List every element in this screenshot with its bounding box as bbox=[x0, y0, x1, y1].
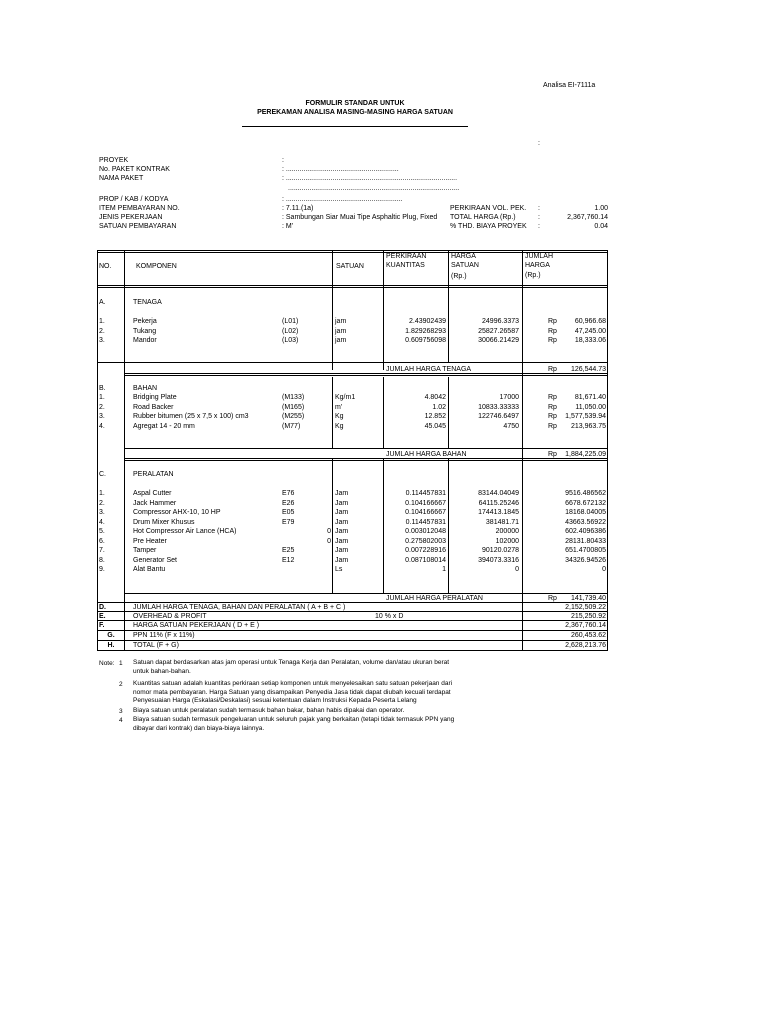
total-colon: : bbox=[538, 214, 540, 221]
row-component: Drum Mixer Khusus bbox=[133, 518, 195, 526]
tenaga-sum-bottom-2 bbox=[124, 375, 608, 376]
col-header-harga-1: HARGA bbox=[451, 253, 476, 260]
row-unit: jam bbox=[335, 327, 347, 335]
row-no: 3. bbox=[99, 337, 105, 344]
row-total: 213,963.75 bbox=[570, 422, 606, 430]
row-quantity: 0.104166667 bbox=[405, 499, 446, 507]
summary-no: F. bbox=[99, 622, 105, 629]
document-code: Analisa EI-7111a bbox=[543, 82, 596, 89]
row-quantity: 1.02 bbox=[432, 403, 446, 411]
row-code: E05 bbox=[282, 509, 295, 516]
tenaga-sum-value: 126,544.73 bbox=[570, 366, 606, 373]
row-component: Tukang bbox=[133, 327, 157, 335]
row-total: 47,245.00 bbox=[574, 327, 606, 335]
col-header-harga-3: (Rp.) bbox=[451, 273, 467, 280]
note-number: 3 bbox=[119, 708, 123, 715]
col-header-kuantitas-1: PERKIRAAN bbox=[386, 253, 427, 260]
row-unit-price: 83144.04049 bbox=[478, 490, 519, 497]
col-divider-satuan bbox=[383, 250, 384, 370]
row-component: Jack Hammer bbox=[133, 499, 177, 507]
header-bottom-rule bbox=[97, 285, 608, 286]
row-quantity: 1.829268293 bbox=[405, 327, 446, 335]
row-no: 1. bbox=[99, 394, 105, 401]
row-code: (M165) bbox=[282, 403, 305, 411]
row-unit-price: 122746.6497 bbox=[478, 413, 519, 420]
note-number: 4 bbox=[119, 717, 123, 724]
summary-label: JUMLAH HARGA TENAGA, BAHAN DAN PERALATAN ( A + B + C ) bbox=[133, 604, 346, 611]
prop-value: : ............................................................ bbox=[282, 196, 403, 203]
row-total: 6678.672132 bbox=[565, 499, 606, 507]
row-no: 4. bbox=[99, 422, 105, 430]
row-code: E26 bbox=[282, 499, 295, 507]
row-component: Compressor AHX-10, 10 HP bbox=[133, 509, 221, 516]
total-label: TOTAL HARGA (Rp.) bbox=[450, 214, 516, 221]
row-unit: Kg bbox=[335, 422, 344, 430]
row-component: Road Backer bbox=[133, 403, 174, 411]
row-total: 43663.56922 bbox=[565, 518, 606, 526]
col-divider-kuantitas-2 bbox=[448, 377, 449, 448]
peralatan-sum-top bbox=[124, 593, 608, 594]
row-no: 8. bbox=[99, 556, 105, 564]
row-unit-price: 64115.25246 bbox=[478, 499, 519, 507]
peralatan-sum-rp: Rp bbox=[548, 595, 557, 602]
col-divider-komponen-2 bbox=[332, 377, 333, 448]
row-rp: Rp bbox=[548, 394, 557, 401]
row-rp: Rp bbox=[548, 403, 557, 411]
row-quantity: 12.852 bbox=[424, 413, 446, 420]
row-quantity: 0.104166667 bbox=[405, 509, 446, 516]
row-unit-price: 0 bbox=[515, 566, 519, 573]
top-colon: : bbox=[538, 140, 540, 147]
note-number: 1 bbox=[119, 660, 123, 667]
tenaga-sum-top bbox=[97, 362, 608, 363]
row-unit: Ls bbox=[335, 566, 343, 573]
row-unit: Jam bbox=[335, 547, 349, 554]
row-rp: Rp bbox=[548, 327, 557, 335]
col-divider-satuan-2 bbox=[383, 377, 384, 448]
summary-label: OVERHEAD & PROFIT bbox=[133, 613, 207, 620]
row-total: 34326.94526 bbox=[565, 556, 606, 564]
jenis-value: : Sambungan Siar Muai Tipe Asphaltic Plug, Fixed bbox=[282, 214, 438, 221]
row-component: Pekerja bbox=[133, 318, 157, 325]
row-unit: Jam bbox=[335, 499, 349, 507]
row-no: 3. bbox=[99, 509, 105, 516]
col-divider-no bbox=[124, 250, 125, 620]
summary-no: G. bbox=[107, 632, 115, 639]
row-unit-price: 90120.0278 bbox=[482, 547, 519, 554]
col-header-no: NO. bbox=[99, 263, 112, 270]
row-code: (L01) bbox=[282, 318, 299, 325]
paket-kontrak-label: No. PAKET KONTRAK bbox=[99, 166, 170, 173]
col-divider-harga bbox=[522, 250, 523, 620]
satuan-label: SATUAN PEMBAYARAN bbox=[99, 223, 177, 230]
form-title-line2: PEREKAMAN ANALISA MASING-MASING HARGA SATUAN bbox=[257, 109, 453, 116]
row-code: (M255) bbox=[282, 413, 305, 420]
summary-col-divider-2 bbox=[522, 620, 523, 651]
col-header-jumlah-2: HARGA bbox=[525, 262, 550, 269]
summary-value: 260,453.62 bbox=[570, 632, 606, 639]
summary-no: E. bbox=[99, 613, 106, 620]
row-no: 5. bbox=[99, 528, 105, 535]
bahan-sum-bottom bbox=[124, 458, 608, 459]
row-component: Agregat 14 - 20 mm bbox=[133, 422, 195, 430]
row-unit: jam bbox=[335, 318, 347, 325]
row-component: Pre Heater bbox=[133, 537, 167, 545]
row-unit: jam bbox=[335, 337, 347, 344]
note-text: Kuantitas satuan adalah kuantitas perkiraan setiap komponen untuk menyelesaikan satu satuan pekerjaan dari nomor mata pembayaran. Harga Satuan yang disampaikan Penyedia Jasa tidak dapat diubah kecuali terdapat Penyesuaian Harga (Eskalasi/Deskalasi) sesuai ketentuan dalam Instruksi Kepada Peserta Lelang bbox=[133, 680, 453, 705]
jenis-label: JENIS PEKERJAAN bbox=[99, 214, 163, 221]
col-divider-satuan-3 bbox=[383, 458, 384, 593]
row-zero-flag: 0 bbox=[327, 528, 331, 535]
summary-value: 2,152,509.22 bbox=[565, 604, 606, 611]
row-quantity: 0.087108014 bbox=[405, 556, 446, 564]
note-number: 2 bbox=[119, 681, 123, 688]
row-unit-price: 4750 bbox=[503, 422, 519, 430]
row-quantity: 0.007228916 bbox=[405, 547, 446, 554]
tenaga-sum-rp: Rp bbox=[548, 366, 557, 373]
col-header-satuan: SATUAN bbox=[336, 263, 364, 270]
row-quantity: 0.114457831 bbox=[405, 490, 446, 497]
row-component: Generator Set bbox=[133, 556, 177, 564]
row-no: 2. bbox=[99, 403, 105, 411]
row-unit: Jam bbox=[335, 518, 349, 526]
pct-label: % THD. BIAYA PROYEK bbox=[450, 223, 527, 230]
row-component: Rubber bitumen (25 x 7,5 x 100) cm3 bbox=[133, 413, 249, 420]
bahan-sum-value: 1,884,225.09 bbox=[565, 451, 606, 458]
total-value: 2,367,760.14 bbox=[567, 214, 608, 221]
header-bottom-rule-2 bbox=[97, 287, 608, 288]
row-code: E25 bbox=[282, 547, 295, 554]
row-quantity: 1 bbox=[442, 566, 446, 573]
row-component: Alat Bantu bbox=[133, 566, 166, 573]
row-component: Mandor bbox=[133, 337, 157, 344]
tenaga-sum-bottom bbox=[124, 373, 608, 374]
row-unit: Jam bbox=[335, 509, 349, 516]
col-divider-kuantitas bbox=[448, 250, 449, 362]
row-code: E76 bbox=[282, 490, 295, 497]
bahan-sum-rp: Rp bbox=[548, 451, 557, 458]
nama-paket-value-2: ........................................................................................ bbox=[288, 185, 460, 192]
summary-label: TOTAL (F + G) bbox=[133, 642, 179, 649]
bahan-sum-top bbox=[124, 448, 608, 449]
row-quantity: 0.275802003 bbox=[405, 537, 446, 545]
row-no: 3. bbox=[99, 413, 105, 420]
row-quantity: 0.003012048 bbox=[405, 528, 446, 535]
row-rp: Rp bbox=[548, 318, 557, 325]
summary-value: 2,628,213.76 bbox=[565, 642, 606, 649]
pct-value: 0.04 bbox=[594, 223, 608, 230]
row-unit: Jam bbox=[335, 556, 349, 564]
row-no: 1. bbox=[99, 318, 105, 325]
row-quantity: 2.43902439 bbox=[409, 318, 446, 325]
section-a-no: A. bbox=[99, 299, 106, 306]
row-component: Hot Compressor Air Lance (HCA) bbox=[133, 528, 237, 535]
row-total: 18,333.06 bbox=[574, 337, 606, 344]
row-rp: Rp bbox=[548, 422, 557, 430]
row-component: Aspal Cutter bbox=[133, 490, 172, 497]
proyek-label: PROYEK bbox=[99, 157, 129, 164]
section-a-title: TENAGA bbox=[133, 299, 162, 306]
col-divider-komponen-3 bbox=[332, 458, 333, 593]
nama-paket-value: : ........................................................................................ bbox=[282, 175, 458, 182]
row-unit-price: 25827.26587 bbox=[478, 327, 519, 335]
row-unit-price: 200000 bbox=[495, 528, 519, 535]
vol-value: 1.00 bbox=[594, 205, 608, 212]
section-c-title: PERALATAN bbox=[133, 471, 174, 478]
form-title-line1: FORMULIR STANDAR UNTUK bbox=[305, 100, 405, 107]
row-code: E12 bbox=[282, 556, 295, 564]
summary-col-divider bbox=[124, 620, 125, 651]
row-rp: Rp bbox=[548, 337, 557, 344]
row-total: 9516.486562 bbox=[565, 490, 606, 497]
row-total: 602.4096386 bbox=[565, 528, 606, 535]
note-text: Biaya satuan sudah termasuk pengeluaran untuk seluruh pajak yang berkaitan (tetapi tidak termasuk PPN yang dibayar dari kontrak) dan biaya-biaya lainnya. bbox=[133, 716, 455, 732]
row-no: 9. bbox=[99, 566, 105, 573]
row-unit: Kg bbox=[335, 413, 344, 420]
row-total: 1,577,539.94 bbox=[565, 413, 606, 420]
row-unit-price: 394073.3316 bbox=[478, 556, 519, 564]
col-header-jumlah-3: (Rp.) bbox=[525, 272, 541, 279]
title-underline bbox=[242, 126, 468, 127]
row-unit: Jam bbox=[335, 528, 349, 535]
vol-colon: : bbox=[538, 205, 540, 212]
satuan-value: : M' bbox=[282, 223, 294, 230]
row-unit: Jam bbox=[335, 537, 349, 545]
row-total: 11,050.00 bbox=[575, 403, 606, 411]
row-unit: Kg/m1 bbox=[335, 394, 356, 401]
note-text: Satuan dapat berdasarkan atas jam operasi untuk Tenaga Kerja dan Peralatan, volume dan/atau ukuran berat untuk bahan-bahan. bbox=[133, 659, 450, 675]
row-unit-price: 10833.33333 bbox=[478, 403, 519, 411]
row-no: 2. bbox=[99, 327, 105, 335]
paket-kontrak-value: : .......................................................... bbox=[282, 166, 399, 173]
col-divider-komponen bbox=[332, 250, 333, 370]
row-no: 1. bbox=[99, 490, 105, 497]
row-code: (M77) bbox=[282, 422, 301, 430]
bahan-sum-bottom-2 bbox=[124, 460, 608, 461]
row-total: 18168.04005 bbox=[565, 509, 606, 516]
row-no: 7. bbox=[99, 547, 105, 554]
row-total: 0 bbox=[602, 566, 606, 573]
row-unit-price: 381481.71 bbox=[485, 518, 519, 526]
note-text: Biaya satuan untuk peralatan sudah termasuk bahan bakar, bahan habis dipakai dan operator. bbox=[133, 707, 405, 714]
col-header-harga-2: SATUAN bbox=[451, 262, 479, 269]
item-label: ITEM PEMBAYARAN NO. bbox=[99, 205, 180, 212]
vol-label: PERKIRAAN VOL. PEK. bbox=[450, 205, 527, 212]
row-rp: Rp bbox=[548, 413, 557, 420]
analysis-table bbox=[97, 250, 608, 651]
row-no: 2. bbox=[99, 499, 105, 507]
row-no: 4. bbox=[99, 518, 105, 526]
row-code: E79 bbox=[282, 518, 295, 526]
row-total: 60,966.68 bbox=[574, 318, 606, 325]
row-code: (L02) bbox=[282, 327, 299, 335]
col-header-kuantitas-2: KUANTITAS bbox=[386, 262, 425, 269]
col-divider-kuantitas-3 bbox=[448, 458, 449, 593]
row-code: (L03) bbox=[282, 337, 299, 344]
row-code: (M133) bbox=[282, 394, 305, 401]
summary-label: PPN 11% (F x 11%) bbox=[133, 632, 195, 639]
pct-colon: : bbox=[538, 223, 540, 230]
row-total: 651.4700805 bbox=[565, 547, 606, 554]
row-quantity: 45.045 bbox=[424, 422, 446, 430]
peralatan-sum-value: 141,739.40 bbox=[570, 595, 606, 602]
row-total: 28131.80433 bbox=[565, 537, 606, 545]
summary-value: 215,250.92 bbox=[570, 613, 606, 620]
row-unit: m' bbox=[335, 403, 343, 411]
row-component: Tamper bbox=[133, 547, 157, 554]
notes-label: Note: bbox=[99, 660, 115, 667]
summary-label: HARGA SATUAN PEKERJAAN ( D + E ) bbox=[133, 622, 260, 629]
col-header-jumlah-1: JUMLAH bbox=[525, 253, 554, 260]
summary-no: D. bbox=[99, 604, 106, 611]
row-unit: Jam bbox=[335, 490, 349, 497]
row-component: Bridging Plate bbox=[133, 394, 177, 401]
section-c-no: C. bbox=[99, 471, 106, 478]
summary-value: 2,367,760.14 bbox=[565, 622, 606, 629]
row-unit-price: 17000 bbox=[499, 394, 519, 401]
section-b-no: B. bbox=[99, 385, 106, 392]
summary-no: H. bbox=[107, 642, 115, 649]
row-quantity: 0.114457831 bbox=[405, 518, 446, 526]
row-zero-flag: 0 bbox=[327, 537, 331, 545]
nama-paket-label: NAMA PAKET bbox=[99, 175, 144, 182]
proyek-value: : bbox=[282, 157, 284, 164]
row-total: 81,671.40 bbox=[574, 394, 606, 401]
peralatan-sum-label: JUMLAH HARGA PERALATAN bbox=[386, 595, 483, 602]
summary-formula: 10 % x D bbox=[375, 613, 404, 620]
row-quantity: 4.8042 bbox=[424, 394, 446, 401]
section-b-title: BAHAN bbox=[133, 385, 158, 392]
row-no: 6. bbox=[99, 537, 105, 545]
bahan-sum-label: JUMLAH HARGA BAHAN bbox=[386, 451, 467, 458]
row-unit-price: 102000 bbox=[495, 537, 519, 545]
row-unit-price: 174413.1845 bbox=[478, 509, 519, 516]
col-header-komponen: KOMPONEN bbox=[136, 263, 177, 270]
row-unit-price: 30066.21429 bbox=[478, 337, 519, 344]
row-unit-price: 24996.3373 bbox=[482, 318, 519, 325]
row-quantity: 0.609756098 bbox=[405, 337, 446, 344]
prop-label: PROP / KAB / KODYA bbox=[99, 196, 169, 203]
item-value: : 7.11.(1a) bbox=[282, 205, 314, 212]
tenaga-sum-label: JUMLAH HARGA TENAGA bbox=[386, 366, 472, 373]
